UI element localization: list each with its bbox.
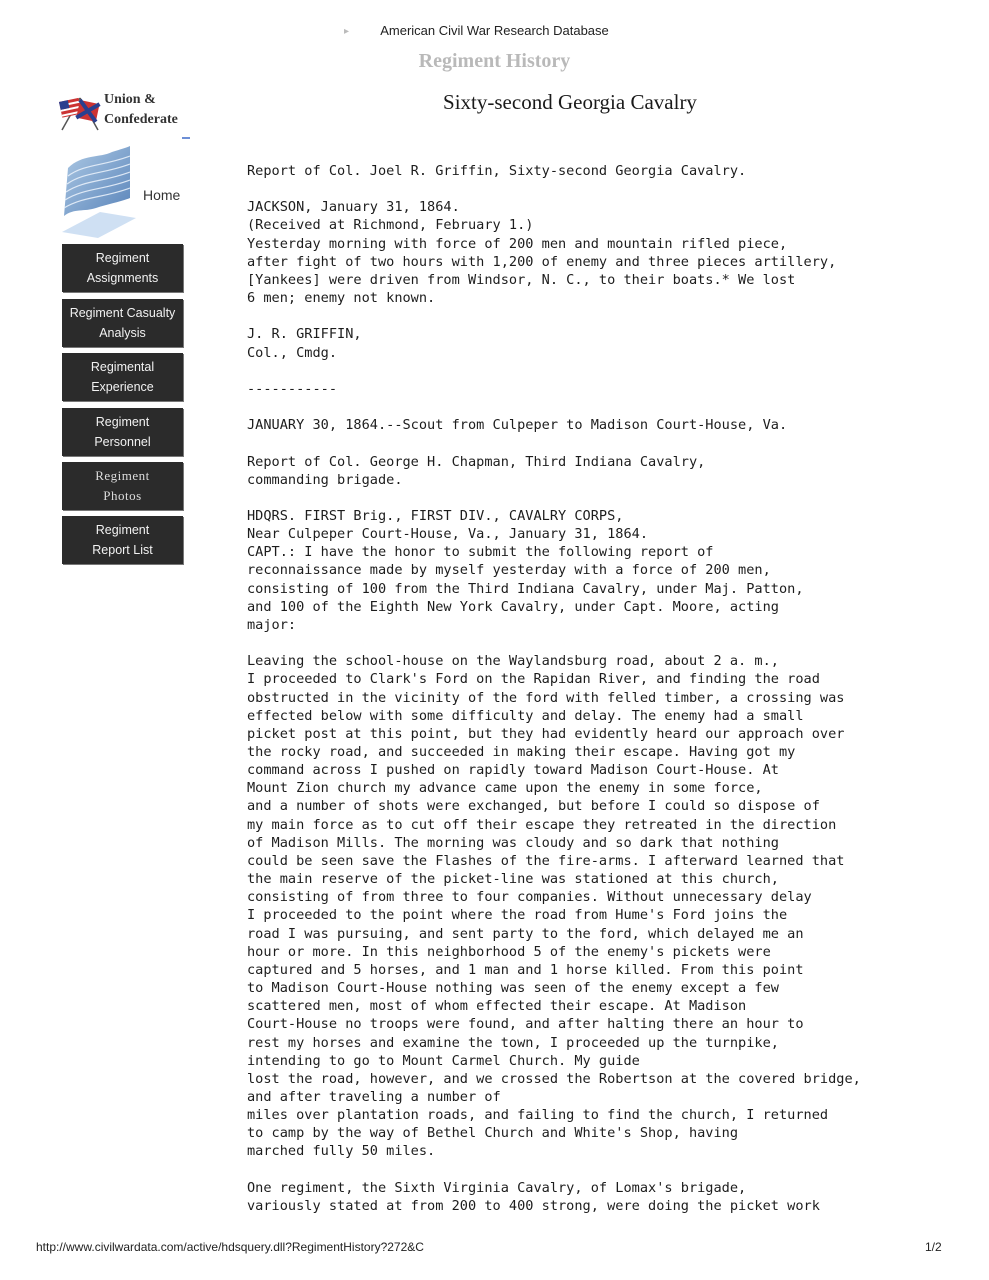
union-confederate-logo[interactable] xyxy=(56,90,184,134)
section-title: Regiment History xyxy=(418,50,571,72)
logo-line-1: Union & xyxy=(104,92,156,107)
logo-line-2: Confederate xyxy=(104,112,178,127)
stray-mark: ▸ xyxy=(344,26,350,37)
crossed-flags-icon xyxy=(56,92,104,132)
regiment-history-text: Report of Col. Joel R. Griffin, Sixty-second Georgia Cavalry. JACKSON, January 31, 1864. (Received at Richmond, February 1.) Yesterday morning with force of 200 men and mountain rifled piece, after fight of two hours with 1,200 of enemy and three pieces artillery, [Yankees] were driven from Windsor, N. C., to their boats.* We lost 6 men; enemy not known. J. R. GRIFFIN, Col., Cmdg. ----------- JANUARY 30, 1864.--Scout from Culpeper to Madison Court-House, Va. Report of Col. George H. Chapman, Third Indiana Cavalry, commanding brigade. HDQRS. FIRST Brig., FIRST DIV., CAVALRY CORPS, Near Culpeper Court-House, Va., January 31, 1864. CAPT.: I have the honor to submit the following report of reconnaissance made by myself yesterday with a force of 200 men, consisting of 100 from the Third Indiana Cavalry, under Maj. Patton, and 100 of the Eighth New York Cavalry, under Capt. Moore, acting major: Leaving the school-house on the Waylandsburg road, about 2 a. m., I proceeded to Clark's Ford on the Rapidan River, and finding the road obstructed in the vicinity of the ford with felled timber, a crossing was effected below with some difficulty and delay. The enemy had a small picket post at this point, but they had evidently heard our approach over the rocky road, and succeeded in making their escape. Having got my command across I pushed on rapidly toward Madison Court-House. At Mount Zion church my advance came upon the enemy in some force, and a number of shots were exchanged, but before I could so dispose of my main force as to cut off their escape they retreated in the direction of Madison Mills. The morning was cloudy and so dark that nothing could be seen save the Flashes of the fire-arms. I afterward learned that the main reserve of the picket-line was stationed at this church, consisting of from three to four companies. Without unnecessary delay I proceeded to the point where the road from Hume's Ford joins the road I was pursuing, and sent party to the ford, which delayed me an hour or more. In this neighborhood 5 of the enemy's pickets were captured and 5 horses, and 1 man and 1 horse killed. From this point to Madison Court-House nothing was seen of the enemy except a few scattered men, most of whom effected their escape. At Madison Court-House no troops were found, and after halting there an hour to rest my horses and examine the town, I proceeded up the turnpike, intending to go to Mount Carmel Church. My guide lost the road, however, and we crossed the Robertson at the covered bridge, and after traveling a number of miles over plantation roads, and failing to find the church, I returned to camp by the way of Bethel Church and White's Shop, having marched fully 50 miles. One regiment, the Sixth Virginia Cavalry, of Lomax's brigade, variously stated at from 200 to 400 strong, were doing the picket work xyxy=(247,163,861,1214)
regiment-personnel-button[interactable]: Regiment Personnel xyxy=(62,408,183,456)
footer-url: http://www.civilwardata.com/active/hdsquery.dll?RegimentHistory?272&C xyxy=(36,1240,424,1254)
page-number: 1/2 xyxy=(925,1240,942,1254)
waving-flag-icon xyxy=(60,146,140,238)
logo-underline xyxy=(182,137,190,139)
regiment-title: Sixty-second Georgia Cavalry xyxy=(443,90,697,114)
home-label: Home xyxy=(143,187,181,203)
regiment-assignments-button[interactable]: Regiment Assignments xyxy=(62,244,183,292)
regiment-casualty-analysis-button[interactable]: Regiment Casualty Analysis xyxy=(62,299,183,347)
regiment-photos-button[interactable]: Regiment Photos xyxy=(62,462,183,510)
home-link[interactable] xyxy=(60,146,186,238)
database-title: American Civil War Research Database xyxy=(380,23,609,38)
regiment-report-list-button[interactable]: Regiment Report List xyxy=(62,516,183,564)
regimental-experience-button[interactable]: Regimental Experience xyxy=(62,353,183,401)
